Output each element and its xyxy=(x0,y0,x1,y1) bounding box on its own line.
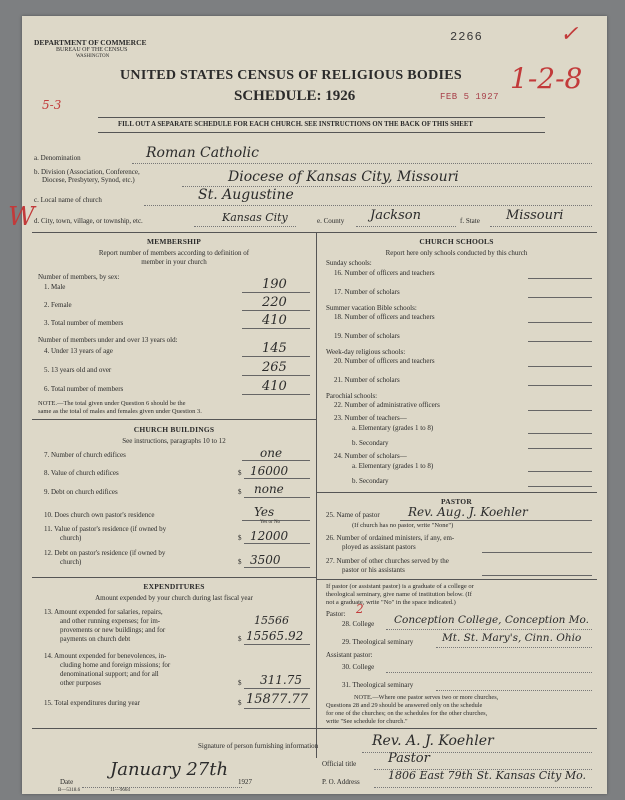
q1-value: 190 xyxy=(262,277,287,292)
instruction-line: FILL OUT A SEPARATE SCHEDULE FOR EACH CHURCH. SEE INSTRUCTIONS ON THE BACK OF THIS SHEET xyxy=(118,121,473,128)
membership-note: NOTE.—The total given under Question 6 should be the xyxy=(38,400,186,407)
signature-label: Signature of person furnishing information xyxy=(198,742,319,750)
q18-label: 18. Number of officers and teachers xyxy=(334,313,435,321)
q9-value: none xyxy=(254,482,284,496)
date-label: Date xyxy=(60,778,74,786)
form-title: UNITED STATES CENSUS OF RELIGIOUS BODIES xyxy=(120,68,463,83)
pastor-note: NOTE.—Where one pastor serves two or more churches, xyxy=(354,694,499,701)
q25-label: 25. Name of pastor xyxy=(326,511,380,519)
q4-value: 145 xyxy=(262,341,287,356)
red-mark-left: 5-3 xyxy=(42,98,62,112)
q13-label: 13. Amount expended for salaries, repairs, xyxy=(44,608,163,616)
division-label: b. Division (Association, Conference, xyxy=(34,168,140,176)
q24a-label: a. Elementary (grades 1 to 8) xyxy=(352,462,434,470)
pastor-sub-label: Pastor: xyxy=(326,610,346,618)
q26-label: 26. Number of ordained ministers, if any, em- xyxy=(326,534,455,542)
q15-value: 15877.77 xyxy=(246,692,309,707)
department-label: DEPARTMENT OF COMMERCE xyxy=(34,38,147,47)
q29-value: Mt. St. Mary's, Cinn. Ohio xyxy=(442,632,582,644)
q29-label: 29. Theological seminary xyxy=(342,638,414,646)
q31-label: 31. Theological seminary xyxy=(342,681,414,689)
q23-label: 23. Number of teachers— xyxy=(334,414,407,422)
q28-label: 28. College xyxy=(342,620,375,628)
q23b-label: b. Secondary xyxy=(352,439,389,447)
q26-label-2: ployed as assistant pastors xyxy=(342,543,416,551)
q12-value: 3500 xyxy=(250,553,281,567)
membership-intro-2: member in your church xyxy=(141,258,207,266)
q14-label-3: denominational support; and for all xyxy=(60,670,159,678)
expenditures-title: EXPENDITURES xyxy=(143,582,205,591)
membership-intro: Report number of members according to definition of xyxy=(98,249,250,257)
po-address-label: P. O. Address xyxy=(322,778,360,786)
local-name-value: St. Augustine xyxy=(198,187,294,203)
schools-title: CHURCH SCHOOLS xyxy=(419,237,494,246)
division-value: Diocese of Kansas City, Missouri xyxy=(228,169,459,185)
vbs-label: Summer vacation Bible schools: xyxy=(326,304,417,312)
state-value: Missouri xyxy=(506,208,564,223)
q9-label: 9. Debt on church edifices xyxy=(44,488,118,496)
buildings-title: CHURCH BUILDINGS xyxy=(133,425,215,434)
q30-label: 30. College xyxy=(342,663,375,671)
q2-value: 220 xyxy=(262,295,287,310)
header-divider-top xyxy=(98,117,545,118)
denomination-value: Roman Catholic xyxy=(146,145,259,161)
weekday-label: Week-day religious schools: xyxy=(326,348,406,356)
yes-no-hint: Yes or No xyxy=(260,520,281,525)
buildings-sub: See instructions, paragraphs 10 to 12 xyxy=(122,437,226,445)
q11-label: 11. Value of pastor's residence (if owned by xyxy=(44,525,167,533)
red-checkmark: ✓ xyxy=(560,22,579,47)
q13-value-a: 15566 xyxy=(254,614,289,627)
column-divider xyxy=(316,232,317,758)
q13-label-2: and other running expenses; for im- xyxy=(60,617,161,625)
q8-value: 16000 xyxy=(250,464,289,478)
city-label: d. City, town, village, or township, etc. xyxy=(34,217,143,225)
q25-hint: (If church has no pastor, write "None") xyxy=(352,522,454,529)
q22-label: 22. Number of administrative officers xyxy=(334,401,440,409)
state-label: f. State xyxy=(460,217,480,225)
q13-value: 15565.92 xyxy=(246,629,304,643)
q7-label: 7. Number of church edifices xyxy=(44,451,126,459)
members-by-sex-label: Number of members, by sex: xyxy=(38,273,120,281)
membership-note-2: same as the total of males and females given under Question 3. xyxy=(38,408,202,415)
membership-title: MEMBERSHIP xyxy=(146,237,202,246)
q5-label: 5. 13 years old and over xyxy=(44,366,112,374)
date-year: 1927 xyxy=(238,778,252,786)
parochial-label: Parochial schools: xyxy=(326,392,378,400)
age-intro-label: Number of members under and over 13 years old: xyxy=(38,336,178,344)
q25-value: Rev. Aug. J. Koehler xyxy=(408,505,528,519)
form-number: 2266 xyxy=(450,30,483,44)
q3-label: 3. Total number of members xyxy=(44,319,124,327)
q24-label: 24. Number of scholars— xyxy=(334,452,407,460)
q19-label: 19. Number of scholars xyxy=(334,332,400,340)
q11-value: 12000 xyxy=(250,529,289,543)
q1-label: 1. Male xyxy=(44,283,66,291)
q13-label-4: payments on church debt xyxy=(60,635,131,643)
division-label-2: Diocese, Presbytery, Synod, etc.) xyxy=(42,176,135,184)
q6-value: 410 xyxy=(262,379,287,394)
pastor-title: PASTOR xyxy=(441,497,472,506)
red-initials: W xyxy=(8,202,35,232)
q23a-label: a. Elementary (grades 1 to 8) xyxy=(352,424,434,432)
received-stamp: FEB 5 1927 xyxy=(440,92,500,102)
q8-label: 8. Value of church edifices xyxy=(44,469,119,477)
q20-label: 20. Number of officers and teachers xyxy=(334,357,435,365)
assistant-pastor-label: Assistant pastor: xyxy=(326,651,373,659)
pastor-red-number: 2 xyxy=(356,602,364,616)
pastor-note-2: Questions 28 and 29 should be answered only on the schedule xyxy=(326,702,483,709)
q14-value: 311.75 xyxy=(260,673,302,687)
sunday-label: Sunday schools: xyxy=(326,259,372,267)
bureau-label: BUREAU OF THE CENSUS xyxy=(56,47,128,53)
q4-label: 4. Under 13 years of age xyxy=(44,347,113,355)
print-code: 11—9664 xyxy=(110,788,130,793)
local-name-label: c. Local name of church xyxy=(34,196,102,204)
q27-label: 27. Number of other churches served by the xyxy=(326,557,449,565)
q27-label-2: pastor or his assistants xyxy=(342,566,405,574)
q3-value: 410 xyxy=(262,313,287,328)
q12-label: 12. Debt on pastor's residence (if owned by xyxy=(44,549,166,557)
signature-value: Rev. A. J. Koehler xyxy=(372,733,494,749)
grad-note-2: theological seminary, give name of institution below. (If xyxy=(326,591,472,598)
form-code: B—5318.6 xyxy=(58,788,81,793)
q2-label: 2. Female xyxy=(44,301,72,309)
q21-label: 21. Number of scholars xyxy=(334,376,400,384)
city-value: Kansas City xyxy=(222,211,288,224)
grad-note: If pastor (or assistant pastor) is a graduate of a college or xyxy=(326,583,474,590)
q17-label: 17. Number of scholars xyxy=(334,288,400,296)
date-value: January 27th xyxy=(110,759,229,780)
q13-label-3: provements or new buildings; and for xyxy=(60,626,166,634)
pastor-note-3: for one of the churches; on the schedules for the other churches, xyxy=(326,710,488,717)
city-label: WASHINGTON xyxy=(76,54,110,59)
q12-label-2: church) xyxy=(60,558,82,566)
census-schedule-sheet: DEPARTMENT OF COMMERCE BUREAU OF THE CENSUS WASHINGTON 2266 ✓ UNITED STATES CENSUS OF RELIGIOUS BODIES 1-2-8 SCHEDULE: 1926 FEB 5 1927 5-3 FILL OUT A SEPARATE SCHEDULE FOR EACH CHURCH. SEE INSTRUCTIONS ON THE BACK OF THIS SHEET a. Denomination Roman Catholic b. Division (Association, Conference, Diocese, Presbytery, Synod, etc.) Diocese of Kansas City, Missouri c. Local name of church St. Augustine W d. City, town, village, or township, etc. Kansas City e. County Jackson f. State Missouri MEMBERSHIP Report number of members according to definition of member in your church Number of members, by sex: 1. Male 190 2. Female 220 3. Total number of members 410 Number of members under and over 13 years old: 4. Under 13 years of age 145 5. 13 years old and over 265 6. Total number of members 410 NOTE.—The total given under Question 6 should be the same as the total of males and females given under Question 3. CHURCH BUILDINGS See instructions, paragraphs 10 to 12 7. Number of church edifices one 8. Value of church edifices $ 16000 9. Debt on church edifices $ none 10. Does church own pastor's residence Yes Yes or No 11. Value of pastor's residence (if owned by church) $ 12000 12. Debt on pastor's residence (if owned by church) $ 3500 EXPENDITURES Amount expended by your church during last fiscal year 13. Amount expended for salaries, repairs, and other running expenses; for im- provements or new buildings; and for payments on church debt 15566 $ 15565.92 14. Amount expended for benevolences, in- cluding home and foreign missions; for denominational support; and for all other purposes $ 311.75 15. Total expenditures during year $ 15877.77 CHURCH SCHOOLS Report here only schools conducted by this church Sunday schools: 16. Number of officers and teachers 17. Number of scholars Summer vacation Bible schools: 18. Number of officers and teachers 19. Number of scholars Week-day religious schools: 20. Number of officers and teachers 21. Number of scholars Parochial schools: 22. Number of administrative officers 23. Number of teachers— a. Elementary (grades 1 to 8) b. Secondary 24. Number of scholars— a. Elementary (grades 1 to 8) b. Secondary PASTOR 25. Name of pastor Rev. Aug. J. Koehler (If church has no pastor, write "None") 26. Number of ordained ministers, if any, em- ployed as assistant pastors 27. Number of other churches served by the pastor or his assistants If pastor (or assistant pastor) is a graduate of a college or theological seminary, give name of institution below. (If not a graduate, write "No" in the space indicated.) Pastor: 2 28. College Conception College, Conception Mo. 29. Theological seminary Mt. St. Mary's, Cinn. Ohio Assistant pastor: 30. College 31. Theological seminary NOTE.—Where one pastor serves two or more churches, Questions 28 and 29 should be answered only on the schedule for one of the churches; on the schedules for the other churches, write "See schedule for church." Signature of person furnishing information Rev. A. J. Koehler Official title Pastor Date January 27th 1927 P. O. Address 1806 East 79th St. Kansas City Mo. B—5318.6 11—9664 xyxy=(22,16,607,794)
county-label: e. County xyxy=(317,217,345,225)
q6-label: 6. Total number of members xyxy=(44,385,124,393)
county-value: Jackson xyxy=(370,208,421,223)
q24b-label: b. Secondary xyxy=(352,477,389,485)
denomination-label: a. Denomination xyxy=(34,154,81,162)
q11-label-2: church) xyxy=(60,534,82,542)
red-mark-right: 1-2-8 xyxy=(510,62,583,95)
q7-value: one xyxy=(260,446,283,460)
q14-label-2: cluding home and foreign missions; for xyxy=(60,661,171,669)
q10-value: Yes xyxy=(254,505,275,519)
expenditures-sub: Amount expended by your church during last fiscal year xyxy=(95,594,253,602)
po-address-value: 1806 East 79th St. Kansas City Mo. xyxy=(388,769,587,782)
q14-label-4: other purposes xyxy=(60,679,102,687)
q28-value: Conception College, Conception Mo. xyxy=(394,614,589,626)
header-divider-bottom xyxy=(98,132,545,133)
q10-label: 10. Does church own pastor's residence xyxy=(44,511,155,519)
q15-label: 15. Total expenditures during year xyxy=(44,699,140,707)
q16-label: 16. Number of officers and teachers xyxy=(334,269,435,277)
pastor-note-4: write "See schedule for church." xyxy=(326,718,408,725)
grad-note-3: not a graduate, write "No" in the space indicated.) xyxy=(326,599,456,606)
schools-sub: Report here only schools conducted by this church xyxy=(385,249,528,257)
schedule-year: SCHEDULE: 1926 xyxy=(234,88,356,104)
q14-label: 14. Amount expended for benevolences, in- xyxy=(44,652,167,660)
official-title-label: Official title xyxy=(322,760,357,768)
q5-value: 265 xyxy=(262,360,287,375)
official-title-value: Pastor xyxy=(388,751,430,766)
